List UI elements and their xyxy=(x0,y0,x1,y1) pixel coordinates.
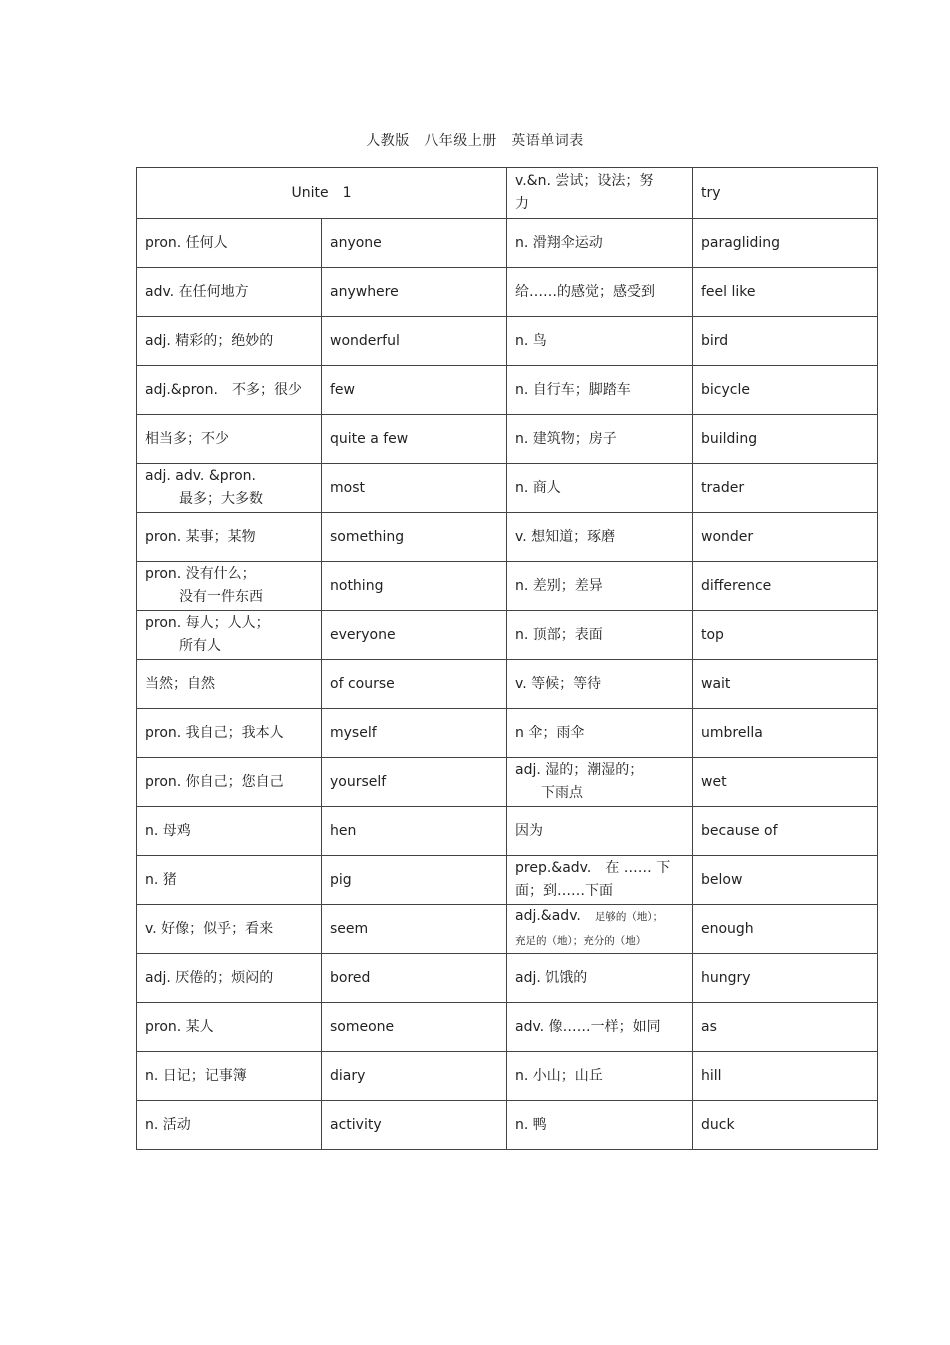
table-row xyxy=(137,366,878,415)
chinese-meaning: adv. 在任何地方 xyxy=(145,283,249,300)
chinese-meaning: prep.&adv. 在 …… 下 xyxy=(515,860,671,876)
chinese-meaning: pron. 每人；人人； xyxy=(145,615,270,631)
page-title: 人教版 八年级上册 英语单词表 xyxy=(366,133,584,149)
english-word: wait xyxy=(701,675,731,692)
english-word: few xyxy=(330,381,355,398)
english-word-cell xyxy=(693,758,878,807)
english-word: seem xyxy=(330,920,369,937)
chinese-meaning: pron. 任何人 xyxy=(145,234,228,251)
english-word: something xyxy=(330,528,405,545)
chinese-meaning-cell xyxy=(137,317,322,366)
table-row xyxy=(137,709,878,758)
chinese-meaning-cell xyxy=(507,268,693,317)
english-word-cell xyxy=(693,464,878,513)
table-row xyxy=(137,415,878,464)
english-word-cell xyxy=(322,268,507,317)
chinese-meaning-cell xyxy=(137,709,322,758)
chinese-meaning-cell xyxy=(137,758,322,807)
chinese-meaning-cell xyxy=(507,1052,693,1101)
vocabulary-table-body xyxy=(137,168,878,1150)
chinese-meaning-cell xyxy=(137,807,322,856)
english-word-cell xyxy=(322,611,507,660)
english-word-cell xyxy=(322,709,507,758)
chinese-meaning-cell xyxy=(137,856,322,905)
chinese-meaning-cell xyxy=(137,1003,322,1052)
chinese-meaning-continued: 最多；大多数 xyxy=(179,491,263,507)
chinese-meaning-cell xyxy=(137,660,322,709)
chinese-meaning-cell xyxy=(507,464,693,513)
english-word: diary xyxy=(330,1067,366,1084)
english-word-cell xyxy=(322,954,507,1003)
chinese-meaning-small: 足够的（地）； xyxy=(594,911,664,923)
english-word: hungry xyxy=(701,969,751,986)
english-word-cell xyxy=(322,758,507,807)
chinese-meaning: 当然；自然 xyxy=(145,675,215,692)
english-word: most xyxy=(330,479,365,496)
english-word: hill xyxy=(701,1067,722,1084)
table-row xyxy=(137,660,878,709)
chinese-meaning: pron. 某人 xyxy=(145,1018,214,1035)
english-word-cell xyxy=(322,905,507,954)
chinese-meaning: pron. 你自己；您自己 xyxy=(145,773,284,790)
chinese-meaning: adj. adv. &pron. xyxy=(145,468,256,484)
english-word: anywhere xyxy=(330,283,399,300)
table-row xyxy=(137,1003,878,1052)
english-word: bicycle xyxy=(701,381,750,398)
chinese-meaning-cell xyxy=(137,219,322,268)
english-word-cell xyxy=(693,219,878,268)
chinese-meaning: adj. 厌倦的；烦闷的 xyxy=(145,969,274,986)
table-row xyxy=(137,464,878,513)
english-word-cell xyxy=(693,1052,878,1101)
english-word: anyone xyxy=(330,234,382,251)
chinese-meaning: n. 小山；山丘 xyxy=(515,1067,603,1084)
english-word-cell xyxy=(693,954,878,1003)
chinese-meaning-cell xyxy=(507,366,693,415)
chinese-meaning-cell xyxy=(137,611,322,660)
chinese-meaning: adj. 饥饿的 xyxy=(515,969,588,986)
english-word: below xyxy=(701,871,743,888)
chinese-meaning-cell xyxy=(507,709,693,758)
chinese-meaning-cell xyxy=(137,562,322,611)
english-word: everyone xyxy=(330,626,396,643)
english-word: as xyxy=(701,1018,717,1035)
english-word-cell xyxy=(322,317,507,366)
chinese-meaning: adj.&pron. 不多；很少 xyxy=(145,381,302,398)
table-row xyxy=(137,219,878,268)
english-word-cell xyxy=(322,219,507,268)
english-word: difference xyxy=(701,577,772,594)
chinese-meaning: n. 猪 xyxy=(145,871,177,888)
chinese-meaning: pron. 我自己；我本人 xyxy=(145,724,284,741)
chinese-meaning-cell xyxy=(137,1101,322,1150)
chinese-meaning: 给……的感觉；感受到 xyxy=(515,283,655,300)
chinese-meaning-continued: 没有一件东西 xyxy=(179,589,263,605)
chinese-meaning-continued: 下雨点 xyxy=(541,785,583,801)
chinese-meaning: adj.&adv. xyxy=(515,908,581,924)
table-row xyxy=(137,562,878,611)
english-word: feel like xyxy=(701,283,756,300)
english-word-cell xyxy=(322,1003,507,1052)
chinese-meaning-cell xyxy=(137,366,322,415)
english-word-cell xyxy=(693,709,878,758)
english-word-cell xyxy=(693,268,878,317)
chinese-meaning: adj. 湿的；潮湿的； xyxy=(515,762,644,778)
english-word-cell xyxy=(693,1003,878,1052)
unit-heading: Unite 1 xyxy=(137,168,507,219)
english-word: duck xyxy=(701,1116,735,1133)
chinese-meaning-cell xyxy=(507,219,693,268)
chinese-meaning-cell xyxy=(507,317,693,366)
chinese-meaning-cell xyxy=(137,513,322,562)
chinese-meaning-cell xyxy=(507,513,693,562)
english-word-cell xyxy=(693,660,878,709)
chinese-meaning: n. 顶部；表面 xyxy=(515,626,603,643)
english-word-cell xyxy=(322,464,507,513)
english-word: bird xyxy=(701,332,729,349)
chinese-meaning-cell xyxy=(507,415,693,464)
chinese-meaning: 相当多；不少 xyxy=(145,430,229,447)
english-word: paragliding xyxy=(701,234,781,251)
chinese-meaning-cell xyxy=(507,1101,693,1150)
header-chinese-cell xyxy=(507,168,693,219)
chinese-meaning-cell xyxy=(507,807,693,856)
chinese-meaning-cell xyxy=(507,758,693,807)
chinese-meaning: v. 等候；等待 xyxy=(515,675,602,692)
chinese-meaning-continued: 充足的（地）；充分的（地） xyxy=(515,935,647,947)
english-word: pig xyxy=(330,871,352,888)
english-word: hen xyxy=(330,822,357,839)
chinese-meaning-cell xyxy=(507,856,693,905)
chinese-meaning-cell xyxy=(137,415,322,464)
english-word-cell xyxy=(322,1101,507,1150)
table-row xyxy=(137,513,878,562)
chinese-meaning: pron. 没有什么； xyxy=(145,566,256,582)
chinese-meaning-cell xyxy=(137,464,322,513)
chinese-meaning: n. 活动 xyxy=(145,1116,191,1133)
chinese-meaning: n. 母鸡 xyxy=(145,822,191,839)
english-word-cell xyxy=(322,1052,507,1101)
chinese-meaning: n. 商人 xyxy=(515,479,561,496)
chinese-meaning: pron. 某事；某物 xyxy=(145,528,256,545)
chinese-meaning-cell xyxy=(137,268,322,317)
english-word: of course xyxy=(330,675,395,692)
table-header-row xyxy=(137,168,878,219)
english-word-cell xyxy=(693,513,878,562)
english-word-cell xyxy=(693,1101,878,1150)
table-row xyxy=(137,1052,878,1101)
chinese-meaning: adj. 精彩的；绝妙的 xyxy=(145,332,274,349)
english-word-cell xyxy=(322,807,507,856)
chinese-meaning: n. 鸭 xyxy=(515,1116,547,1133)
table-row xyxy=(137,317,878,366)
chinese-meaning: n. 自行车；脚踏车 xyxy=(515,381,631,398)
english-word: umbrella xyxy=(701,724,763,741)
table-row xyxy=(137,611,878,660)
header-chinese-line2: 力 xyxy=(515,196,529,212)
english-word-cell xyxy=(322,415,507,464)
chinese-meaning: adv. 像……一样；如同 xyxy=(515,1018,661,1035)
english-word: someone xyxy=(330,1018,395,1035)
table-row xyxy=(137,856,878,905)
english-word: nothing xyxy=(330,577,384,594)
chinese-meaning: n. 日记；记事簿 xyxy=(145,1067,247,1084)
english-word-cell xyxy=(693,856,878,905)
chinese-meaning: 因为 xyxy=(515,822,543,839)
chinese-meaning-continued: 所有人 xyxy=(179,638,221,654)
english-word: trader xyxy=(701,479,745,496)
english-word: quite a few xyxy=(330,430,409,447)
chinese-meaning-cell xyxy=(507,611,693,660)
table-row xyxy=(137,1101,878,1150)
chinese-meaning-cell xyxy=(507,954,693,1003)
header-english-cell: try xyxy=(693,168,878,219)
english-word: top xyxy=(701,626,724,643)
english-word: wonder xyxy=(701,528,754,545)
table-row xyxy=(137,758,878,807)
table-row xyxy=(137,268,878,317)
english-word: enough xyxy=(701,920,754,937)
chinese-meaning-continued: 面；到……下面 xyxy=(515,883,613,899)
vocabulary-table xyxy=(136,167,878,1150)
english-word-cell xyxy=(322,366,507,415)
english-word-cell xyxy=(693,611,878,660)
chinese-meaning: n. 滑翔伞运动 xyxy=(515,234,603,251)
chinese-meaning-cell xyxy=(507,660,693,709)
english-word: activity xyxy=(330,1116,382,1133)
english-word-cell xyxy=(322,513,507,562)
english-word-cell xyxy=(693,317,878,366)
english-word: bored xyxy=(330,969,371,986)
table-row xyxy=(137,905,878,954)
chinese-meaning: v. 想知道；琢磨 xyxy=(515,528,616,545)
english-word: building xyxy=(701,430,758,447)
chinese-meaning-cell xyxy=(507,905,693,954)
chinese-meaning-cell xyxy=(137,905,322,954)
table-row xyxy=(137,807,878,856)
english-word: yourself xyxy=(330,773,387,790)
english-word-cell xyxy=(322,562,507,611)
english-word: wet xyxy=(701,773,727,790)
header-chinese-line1: v.&n. 尝试；设法；努 xyxy=(515,173,654,189)
english-word-cell xyxy=(693,807,878,856)
english-word-cell xyxy=(693,562,878,611)
chinese-meaning: n. 鸟 xyxy=(515,332,547,349)
chinese-meaning-cell xyxy=(137,954,322,1003)
english-word-cell xyxy=(693,366,878,415)
english-word-cell xyxy=(693,415,878,464)
chinese-meaning-cell xyxy=(507,1003,693,1052)
chinese-meaning-cell xyxy=(137,1052,322,1101)
english-word-cell xyxy=(322,660,507,709)
chinese-meaning-cell xyxy=(507,562,693,611)
english-word: because of xyxy=(701,822,778,839)
chinese-meaning: n. 建筑物；房子 xyxy=(515,430,617,447)
chinese-meaning: v. 好像；似乎；看来 xyxy=(145,920,274,937)
table-row xyxy=(137,954,878,1003)
chinese-meaning: n 伞；雨伞 xyxy=(515,724,585,741)
english-word-cell xyxy=(322,856,507,905)
english-word: wonderful xyxy=(330,332,400,349)
chinese-meaning: n. 差别；差异 xyxy=(515,577,603,594)
english-word-cell xyxy=(693,905,878,954)
english-word: myself xyxy=(330,724,377,741)
